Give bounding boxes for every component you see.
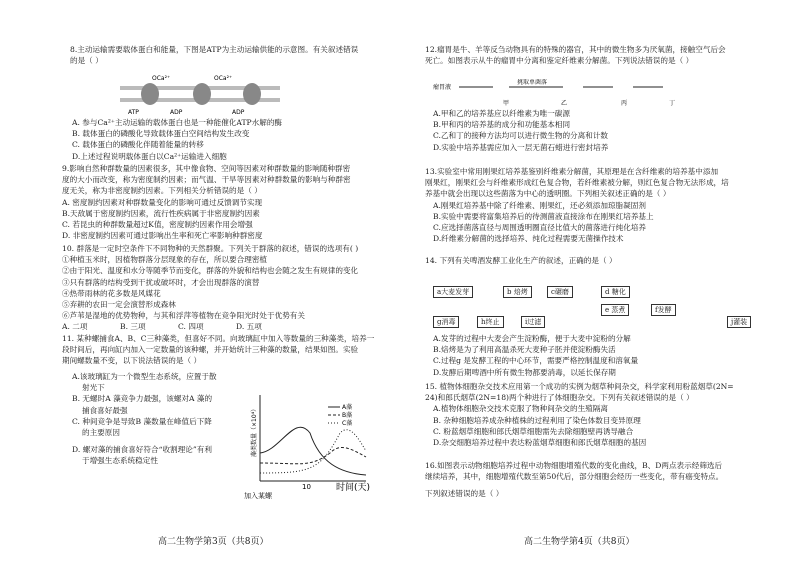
q14-option: A.发芽的过程中大麦会产生淀粉酶，便于大麦中淀粉的分解	[433, 334, 631, 343]
flow-step: a大麦发芽	[433, 286, 473, 298]
q14-option: D.发酵后期啤酒中所有微生物都要消毒，以延长保存期	[433, 367, 616, 377]
fig-label-rumen: 瘤胃液	[433, 84, 452, 91]
fig-label-ding: 丁	[669, 100, 676, 107]
fig-label-pick: 挑取单菌落	[517, 79, 548, 86]
q13-option: A.刚果红培养基中除了纤维素、刚果红，还必须添加琼脂凝固剂	[433, 200, 646, 210]
q10-line: ⑤弃耕的农田一定会演替形成森林	[62, 300, 176, 310]
q11-options	[72, 371, 217, 467]
q10-choice: D. 五项	[236, 322, 262, 332]
q12-option: D.实验中培养基需应加入一层无菌石蜡进行密封培养	[433, 142, 609, 152]
question-8	[70, 44, 358, 66]
fig-label-ca-1: OCa²⁺	[152, 75, 171, 82]
q16-line: 16.如图表示动物细胞培养过程中动物细胞增殖代数的变化曲线，B、D两点表示经筛选后	[425, 461, 723, 470]
q9-line: 9.影响自然种群数量的因素很多，其中像食物、空间等因素对种群数量的影响随种群密	[62, 164, 351, 173]
q10-choice: B. 三项	[120, 322, 146, 332]
q11-option-c-cont: 的主要原因	[82, 428, 120, 438]
flow-step: b 焙烤	[503, 286, 532, 298]
q10-choice: A. 二项	[62, 322, 88, 332]
q11-option-d-cont: 于增强生态系统稳定性	[82, 456, 158, 466]
fig-label-bing: 丙	[621, 100, 628, 107]
q9-line: 度无关，称为非密度制约因素。下列相关分析错误的是（ ）	[62, 186, 262, 196]
question-16	[425, 460, 723, 500]
q12-line: 死亡。如图表示从牛的瘤胃中分离和鉴定纤维素分解菌。下列说法错误的是（ ）	[425, 56, 694, 66]
q11-option-b-cont: 捕食喜好最强	[82, 405, 128, 415]
question-14	[425, 255, 617, 266]
q15-line: 15. 植物体细胞杂交技术应用第一个成功的实例为烟草种间杂交，科学家利用粉蓝烟草(2N=	[425, 382, 734, 391]
legend-c: C藻	[342, 420, 353, 427]
q10-line: ⑥芦苇是湿地的优势物种，与其和浮萍等植物在竞争阳光时处于优势有关	[62, 311, 305, 321]
q11-line: 11. 某种螺捕食A、B、C三种藻类，但喜好不同。向玻璃缸中加入等数量的三种藻类，培养一	[62, 334, 375, 343]
question-13	[425, 166, 729, 244]
q12-options	[433, 108, 608, 153]
q12-option: A.甲和乙的培养基应以纤维素为唯一碳源	[433, 109, 570, 118]
q14-options	[433, 333, 638, 378]
q11-line: 段时间后，再向缸内加入一定数量的该种螺，并开始统计三种藻的数量，结果如图。实验	[62, 345, 359, 355]
flow-step: e 蒸煮	[601, 304, 629, 316]
q13-option: D.纤维素分解菌的选择培养、纯化过程需要无菌操作技术	[433, 234, 624, 244]
q12-option: B.甲和丙的培养基的成分和功能基本相同	[433, 120, 571, 130]
q10-line: ①种植玉米时，因植物群落分层现象的存在，所以要合理密植	[62, 255, 268, 265]
q10-line: 10. 群落是一定时空条件下不同物种的天然群聚。下列关于群落的叙述，错误的选项有( )	[62, 244, 359, 253]
fig-label-adp-1: ADP	[170, 109, 183, 116]
right-page	[397, 0, 794, 562]
question-12	[425, 44, 726, 66]
q13-line: 养基中就会出现以这些菌落为中心的透明圈。下列相关叙述正确的是（ ）	[425, 189, 671, 199]
q10-choice: C. 四项	[178, 322, 204, 332]
graph-tick-10: 10	[302, 483, 311, 491]
question-10	[62, 243, 358, 333]
q15-line: D.杂交细胞培养过程中表达粉蓝烟草细胞和郎氏烟草细胞的基因	[433, 438, 647, 448]
flow-step: d 糖化	[601, 286, 630, 298]
q13-option: B.实验中需要将富集培养后的待测菌液直接涂布在刚果红培养基上	[433, 211, 654, 221]
fig-label-ca-2: OCa²⁺	[214, 75, 233, 82]
flow-step: h终止	[477, 316, 504, 328]
flow-step: j灌装	[727, 316, 751, 328]
right-footer: 高二生物学第4页（共8页）	[524, 537, 635, 547]
q16-line: 下列叙述错误的是（ ）	[425, 489, 504, 499]
question-15	[425, 381, 734, 448]
flow-step: c碾磨	[547, 286, 573, 298]
q11-option-a: A.该玻璃缸为一个微型生态系统，应置于散	[72, 372, 217, 381]
q11-option-a-cont: 射光下	[82, 383, 105, 393]
left-footer: 高二生物学第3页（共8页）	[158, 537, 269, 547]
q10-line: ②由于阳光、温度和水分等随季节而变化，群落的外貌和结构也会随之发生有规律的变化	[62, 266, 359, 276]
q8-option: C. 载体蛋白的磷酸化伴随着能量的转移	[72, 140, 204, 150]
q10-line: ④热带雨林的花多数是风媒花	[62, 288, 161, 298]
q8-stem-line: 的是（ ）	[70, 56, 103, 66]
legend-a: A藻	[342, 404, 353, 411]
graph-marker: 加入某螺	[244, 492, 272, 500]
q8-options	[72, 117, 282, 162]
q15-line: 24)和郎氏烟草(2N=18)两个种进行了体细胞杂交。下列有关叙述错误的是（ ）	[425, 393, 694, 403]
question-11	[62, 333, 374, 367]
q14-option: C.过程g 是发酵工程的中心环节，需要严格控制温度和溶氧量	[433, 356, 639, 366]
atp-transport-figure	[120, 74, 280, 116]
q14-stem: 14. 下列有关啤酒发酵工业化生产的叙述，正确的是（ ）	[425, 256, 617, 265]
q11-option-d: D. 螺对藻的捕食喜好符合“收割理论”有利	[72, 445, 212, 455]
q16-line: 继续培养，其中，细胞增殖代数至第50代后，部分细胞会经历一些变化，带有癌变特点。	[425, 472, 724, 482]
q13-line: 13.实验室中常用刚果红培养基鉴别纤维素分解菌，其原理是在含纤维素的培养基中添加	[425, 167, 719, 176]
fig-label-yi: 乙	[561, 100, 568, 107]
fig-label-jia: 甲	[503, 100, 510, 107]
q9-line: B.天敌属于密度制约因素，流行性疾病属于非密度制约因素	[62, 208, 260, 218]
q15-line: C. 粉蓝烟草细胞和郎氏烟草细胞需先去除细胞壁再诱导融合	[433, 426, 634, 436]
algae-graph	[240, 393, 370, 501]
q11-line: 期间螺数量不变，以下说法错误的是（ ）	[62, 356, 202, 366]
question-9	[62, 163, 351, 241]
graph-ylabel: 藻类数量（×10⁴）	[251, 405, 258, 457]
q10-line: ③只有群落的结构受到干扰或破坏时，才会出现群落的演替	[62, 277, 260, 287]
q15-line: B. 杂种细胞培养成杂种植株的过程利用了染色体数目变异原理	[433, 415, 641, 425]
flow-step: g消毒	[433, 316, 459, 328]
fig-label-atp: ATP	[128, 109, 139, 116]
q8-option: B. 载体蛋白的磷酸化导致载体蛋白空间结构发生改变	[72, 129, 250, 139]
q11-option-b: B. 无螺时A 藻竞争力最强，该螺对A 藻的	[72, 394, 213, 404]
q15-line: A.植物体细胞杂交技术克服了物种间杂交的生殖隔离	[433, 404, 608, 414]
q10-choices	[62, 321, 358, 332]
q9-line: D. 非密度制约因素可通过影响出生率和死亡率影响种群密度	[62, 231, 263, 241]
q9-line: A. 密度制约因素对种群数量变化的影响可通过反馈调节实现	[62, 197, 263, 207]
q8-option: A. 参与Ca²⁺主动运输的载体蛋白也是一种能催化ATP水解的酶	[72, 118, 283, 127]
q13-option: C.应选择菌落直径与周围透明圈直径比值大的菌落进行纯化培养	[433, 223, 646, 233]
q12-option: C.乙和丁的接种方法均可以进行微生物的分离和计数	[433, 131, 609, 141]
q9-line: 度的大小而改变，称为密度制约因素；而气温、干旱等因素对种群数量的影响与种群密	[62, 175, 351, 185]
flow-step: i过滤	[521, 316, 545, 328]
q8-option: D.上述过程说明载体蛋白以Ca²⁺运输进入细胞	[72, 151, 227, 161]
legend-b: B藻	[342, 412, 353, 419]
q8-stem-line: 8.主动运输需要载体蛋白和能量，下图是ATP为主动运输供能的示意图。有关叙述错误	[70, 45, 359, 54]
q12-line: 12.瘤胃是牛、羊等反刍动物具有的特殊的器官，其中的微生物多为厌氧菌，接触空气后会	[425, 45, 726, 54]
rumen-flow-figure	[433, 79, 723, 109]
flow-step: f发酵	[651, 304, 676, 316]
fig-label-adp-2: ADP	[232, 109, 245, 116]
q11-option-c: C. 种间竞争是导致B 藻数量在峰值后下降	[72, 416, 212, 426]
q14-option: B.焙烤是为了利用高温杀死大麦种子胚并使淀粉酶失活	[433, 345, 616, 355]
q9-line: C. 若昆虫的种群数量超过K值，密度制约因素作用会增强	[62, 220, 253, 230]
graph-xlabel: 时间(天)	[336, 483, 370, 493]
q13-line: 刚果红，刚果红会与纤维素形成红色复合物，若纤维素被分解，则红色复合物无法形成，培	[425, 178, 729, 188]
